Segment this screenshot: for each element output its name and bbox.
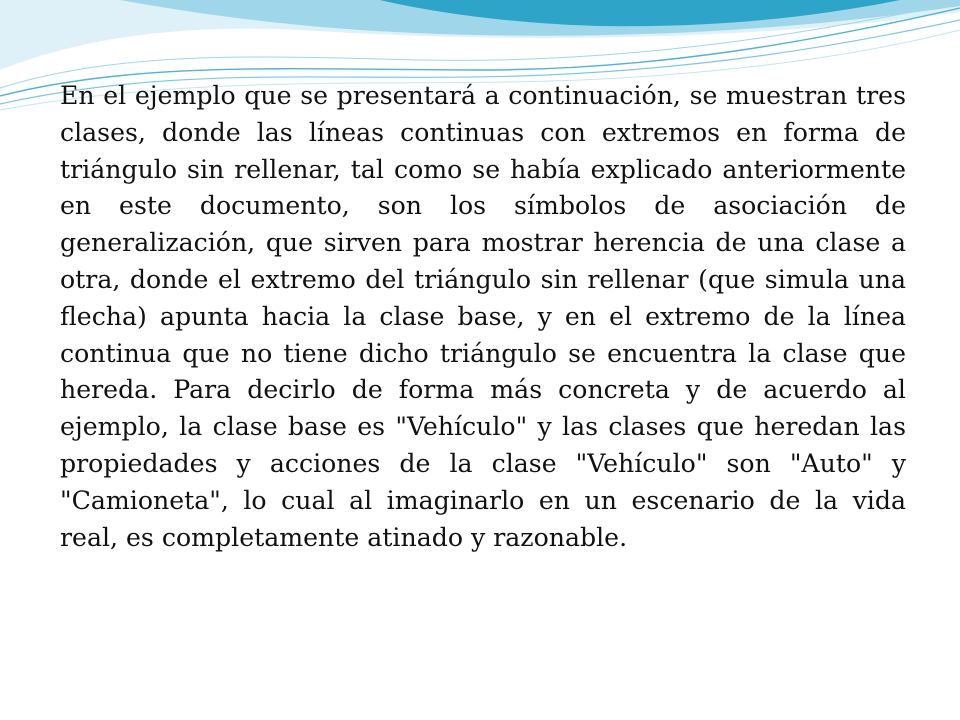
slide-body-text: En el ejemplo que se presentará a continuación, se muestran tres clases, donde las líneas continuas con extremos en forma de triángulo sin rellenar, tal como se había explicado anteriormente en este documento, son los símbolos de asociación de generalización, que sirven para mostrar herencia de una clase a otra, donde el extremo del triángulo sin rellenar (que simula una flecha) apunta hacia la clase base, y en el extremo de la línea continua que no tiene dicho triángulo se encuentra la clase que hereda. Para decirlo de forma más concreta y de acuerdo al ejemplo, la clase base es "Vehículo" y las clases que heredan las propiedades y acciones de la clase "Vehículo" son "Auto" y "Camioneta", lo cual al imaginarlo en un escenario de la vida real, es completamente atinado y razonable.: [60, 81, 906, 552]
